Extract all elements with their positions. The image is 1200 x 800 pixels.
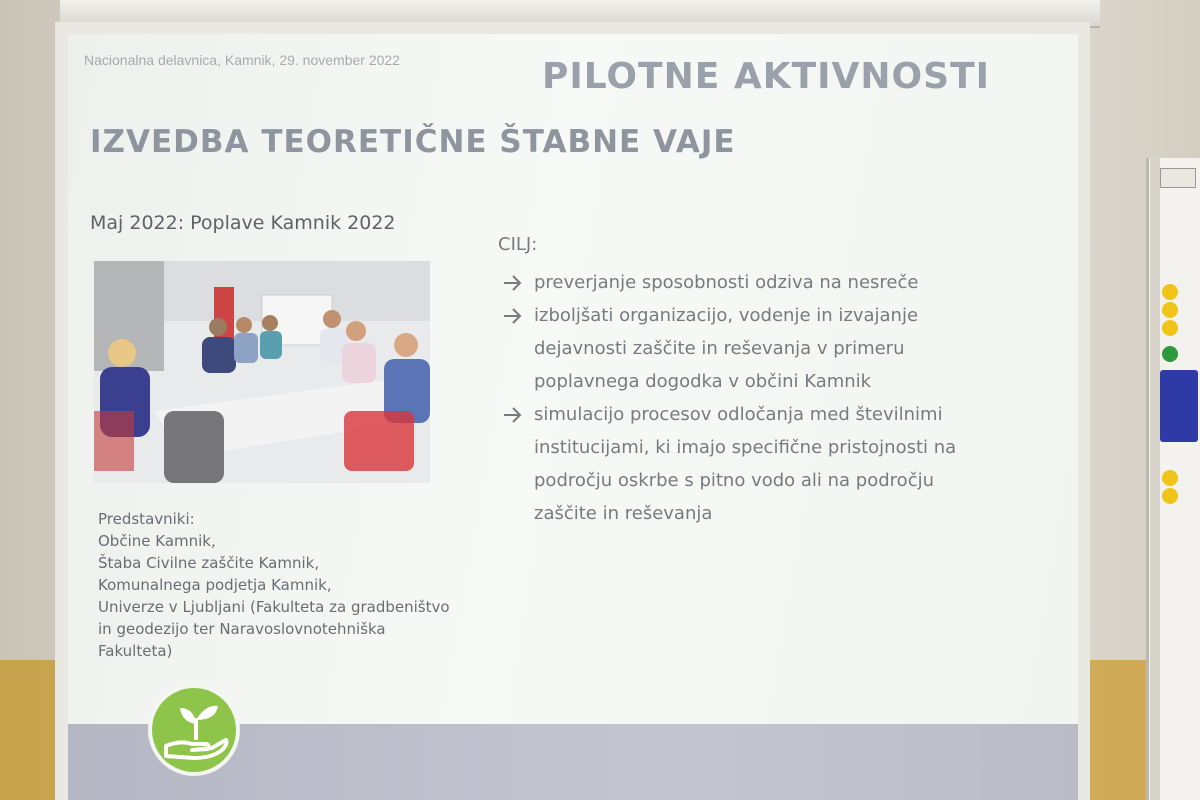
goal-line: dejavnosti zaščite in reševanja v primeru: [534, 338, 905, 359]
goal-list: [496, 266, 1056, 530]
goal-line: poplavnega dogodka v občini Kamnik: [534, 371, 872, 392]
goal-line: preverjanje sposobnosti odziva na nesreče: [534, 272, 919, 293]
representatives-list: [98, 508, 498, 662]
goal-line: simulacijo procesov odločanja med številnimi: [534, 404, 943, 425]
representatives-heading: Predstavniki:: [98, 510, 195, 528]
goal-line: izboljšati organizacijo, vodenje in izvajanje: [534, 305, 919, 326]
goal-line: področju oskrbe s pitno vodo ali na področju: [534, 470, 934, 491]
representative-line: Občine Kamnik,: [98, 532, 216, 550]
goal-line: zaščite in reševanja: [534, 503, 713, 524]
goal-item: [496, 299, 1056, 398]
yellow-magnet: [1162, 302, 1178, 318]
meeting-room-photo: [94, 261, 430, 483]
whiteboard-rail: [1150, 158, 1160, 800]
goal-line: institucijami, ki imajo specifične pristojnosti na: [534, 437, 957, 458]
arrow-right-icon: [500, 266, 526, 299]
goal-item: [496, 398, 1056, 530]
slide-subtitle: IZVEDBA TEORETIČNE ŠTABNE VAJE: [90, 124, 736, 160]
event-date-heading: Maj 2022: Poplave Kamnik 2022: [90, 212, 396, 234]
arrow-right-icon: [500, 398, 526, 431]
board-sticker: [1160, 168, 1196, 188]
whiteboard-eraser: [1160, 370, 1198, 442]
yellow-magnet: [1162, 488, 1178, 504]
goal-label: CILJ:: [498, 234, 538, 255]
yellow-magnet: [1162, 284, 1178, 300]
representative-line: in geodezijo ter Naravoslovnotehniška: [98, 620, 386, 638]
goal-item: [496, 266, 1056, 299]
representative-line: Komunalnega podjetja Kamnik,: [98, 576, 332, 594]
green-magnet: [1162, 346, 1178, 362]
arrow-right-icon: [500, 299, 526, 332]
representative-line: Štaba Civilne zaščite Kamnik,: [98, 554, 320, 572]
representative-line: Fakulteta): [98, 642, 173, 660]
projected-slide: [68, 34, 1078, 800]
slide-title: PILOTNE AKTIVNOSTI: [542, 56, 991, 97]
workshop-note: Nacionalna delavnica, Kamnik, 29. november 2022: [84, 52, 400, 68]
yellow-magnet: [1162, 470, 1178, 486]
hand-with-sprout-icon: [146, 682, 242, 778]
representative-line: Univerze v Ljubljani (Fakulteta za gradbeništvo: [98, 598, 450, 616]
yellow-magnet: [1162, 320, 1178, 336]
